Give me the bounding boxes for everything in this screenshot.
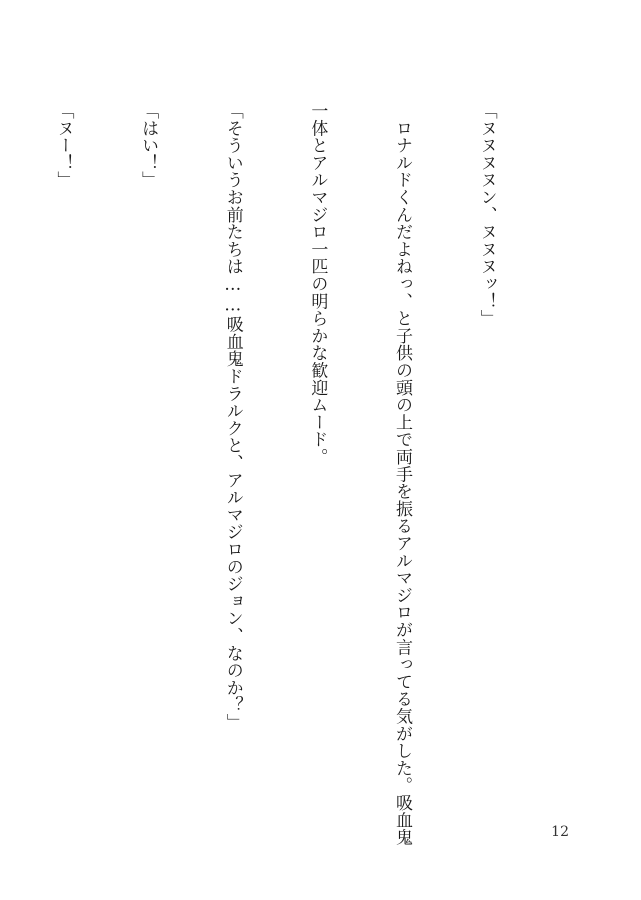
text-line: 「そういうお前たちは……吸血鬼ドラルクと、アルマジロのジョン、なのか？」 — [222, 102, 243, 731]
page-number: 12 — [551, 824, 569, 840]
text-line: 「はい！」 — [138, 102, 159, 189]
text-line: 一体とアルマジロ一匹の明らかな歓迎ムード。 — [307, 102, 328, 466]
text-line: ロナルドくんだよねっ、と子供の頭の上で両手を振るアルマジロが言ってる気がした。吸血鬼 — [391, 102, 412, 846]
vertical-text-body — [0, 102, 557, 846]
text-line: 「ヌヌヌヌン、ヌヌヌッ！」 — [476, 102, 497, 327]
text-line: 「ヌー！」 — [53, 102, 74, 189]
